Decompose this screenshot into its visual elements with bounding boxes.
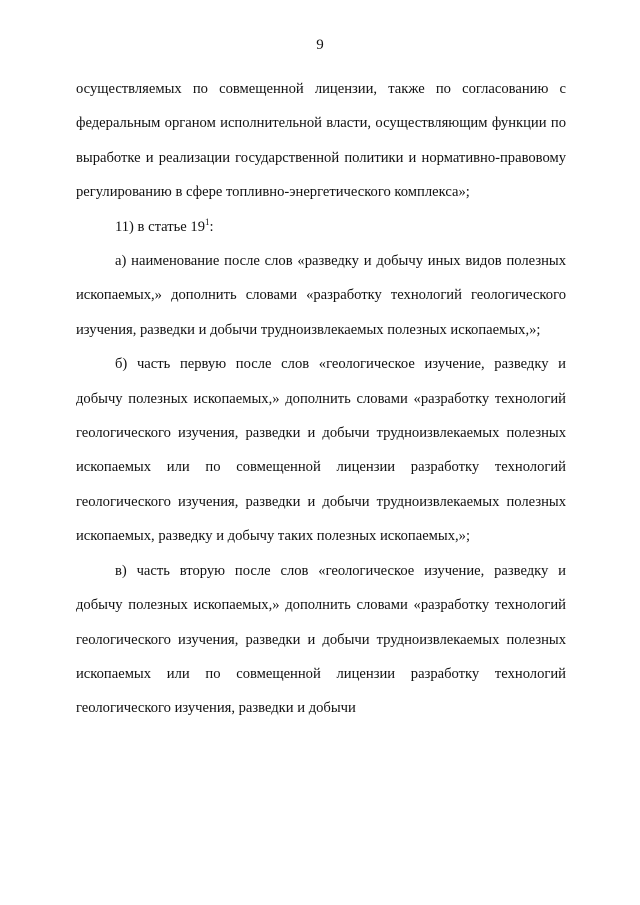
paragraph-subitem-a: а) наименование после слов «разведку и добычу иных видов полезных ископаемых,» дополнить словами «разработку технологий геологического изучения, разведки и добычи трудноизвлекаемых полезных ископаемых,»; (76, 253, 566, 338)
paragraph-item-11 (76, 210, 566, 244)
page-number: 9 (316, 37, 324, 53)
item-11-text: 11) в статье 19 (115, 218, 205, 235)
paragraph-subitem-b: б) часть первую после слов «геологическое изучение, разведку и добычу полезных ископаемых,» дополнить словами «разработку технологий геологического изучения, разведки и добычи трудноизвлекаемых полезных ископаемых или по совмещенной лицензии разработку технологий геологического изучения, разведки и добычи трудноизвлекаемых полезных ископаемых, разведку и добычу таких полезных ископаемых,»; (76, 356, 566, 545)
document-body (76, 72, 566, 726)
item-11-superscript: 1 (205, 216, 210, 227)
item-11-suffix: : (209, 218, 214, 235)
paragraph-continuation: осуществляемых по совмещенной лицензии, также по согласованию с федеральным органом исполнительной власти, осуществляющим функции по выработке и реализации государственной политики и нормативно-правовому регулированию в сфере топливно-энергетического комплекса»; (76, 81, 566, 201)
paragraph-subitem-v: в) часть вторую после слов «геологическое изучение, разведку и добычу полезных ископаемых,» дополнить словами «разработку технологий геологического изучения, разведки и добычи трудноизвлекаемых полезных ископаемых или по совмещенной лицензии разработку технологий геологического изучения, разведки и добычи (76, 562, 566, 717)
